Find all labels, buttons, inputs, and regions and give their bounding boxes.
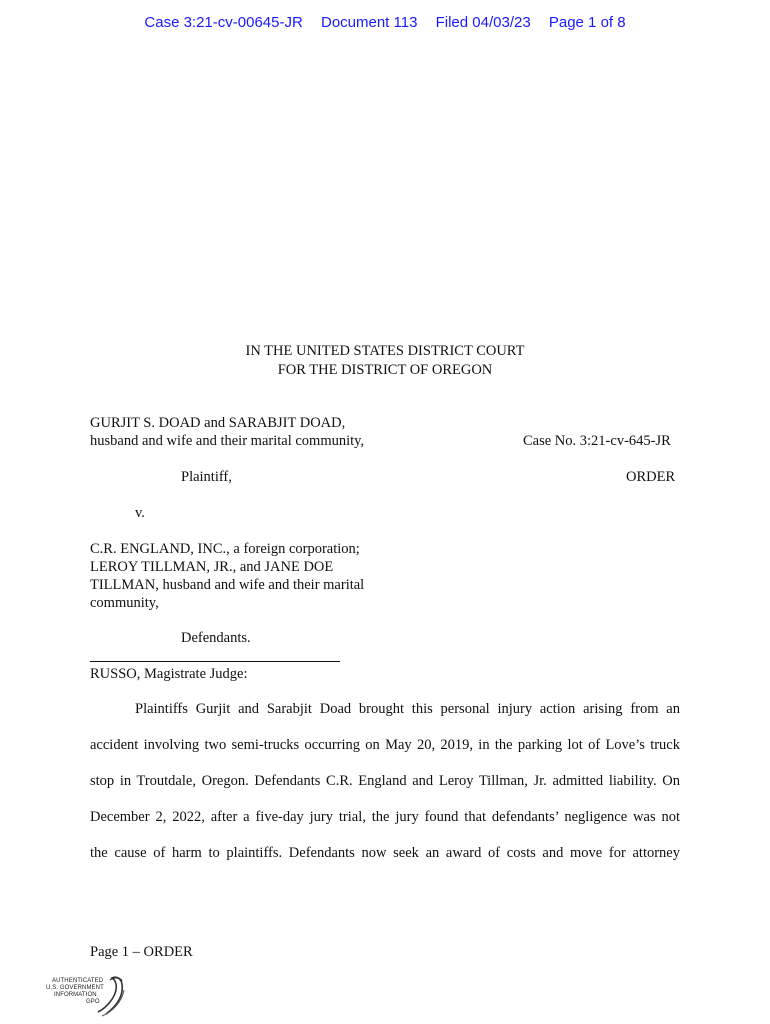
body-line-3: stop in Troutdale, Oregon. Defendants C.R. England and Leroy Tillman, Jr. admitted liability. On bbox=[90, 773, 680, 789]
defendants-name-line4: community, bbox=[90, 595, 159, 611]
header-page-count: Page 1 of 8 bbox=[548, 14, 626, 31]
ecf-header bbox=[0, 14, 770, 31]
body-line-2: accident involving two semi-trucks occurring on May 20, 2019, in the parking lot of Love’s truck bbox=[90, 737, 680, 753]
header-filed-date: Filed 04/03/23 bbox=[435, 14, 531, 31]
judge-line: RUSSO, Magistrate Judge: bbox=[90, 666, 248, 682]
plaintiffs-name-line2: husband and wife and their marital community, bbox=[90, 433, 365, 449]
body-line-4: December 2, 2022, after a five-day jury trial, the jury found that defendants’ negligence was not bbox=[90, 809, 680, 825]
header-document-number: Document 113 bbox=[320, 14, 418, 31]
court-name-line1: IN THE UNITED STATES DISTRICT COURT bbox=[245, 343, 525, 359]
page-footer: Page 1 – ORDER bbox=[90, 944, 193, 960]
defendants-name-line3: TILLMAN, husband and wife and their marital bbox=[90, 577, 365, 593]
case-number: Case No. 3:21-cv-645-JR bbox=[523, 433, 671, 449]
defendants-label: Defendants. bbox=[181, 630, 251, 646]
header-case-number: Case 3:21-cv-00645-JR bbox=[144, 14, 303, 31]
document-type: ORDER bbox=[626, 469, 676, 485]
seal-text-line3: INFORMATION bbox=[54, 992, 97, 998]
body-line-1: Plaintiffs Gurjit and Sarabjit Doad brought this personal injury action arising from an bbox=[135, 701, 680, 717]
seal-text-line1: AUTHENTICATED bbox=[52, 978, 104, 984]
plaintiff-label: Plaintiff, bbox=[181, 469, 232, 485]
caption-rule bbox=[90, 661, 340, 662]
court-name-line2: FOR THE DISTRICT OF OREGON bbox=[277, 362, 493, 378]
body-line-5: the cause of harm to plaintiffs. Defendants now seek an award of costs and move for attorney bbox=[90, 845, 680, 861]
defendants-name-line2: LEROY TILLMAN, JR., and JANE DOE bbox=[90, 559, 334, 575]
plaintiffs-name-line1: GURJIT S. DOAD and SARABJIT DOAD, bbox=[90, 415, 346, 431]
defendants-name-line1: C.R. ENGLAND, INC., a foreign corporation; bbox=[90, 541, 360, 557]
seal-text-line2: U.S. GOVERNMENT bbox=[46, 985, 104, 991]
gpo-authentication-seal bbox=[44, 974, 128, 1018]
versus: v. bbox=[135, 505, 145, 521]
seal-text-line4: GPO bbox=[86, 999, 100, 1005]
